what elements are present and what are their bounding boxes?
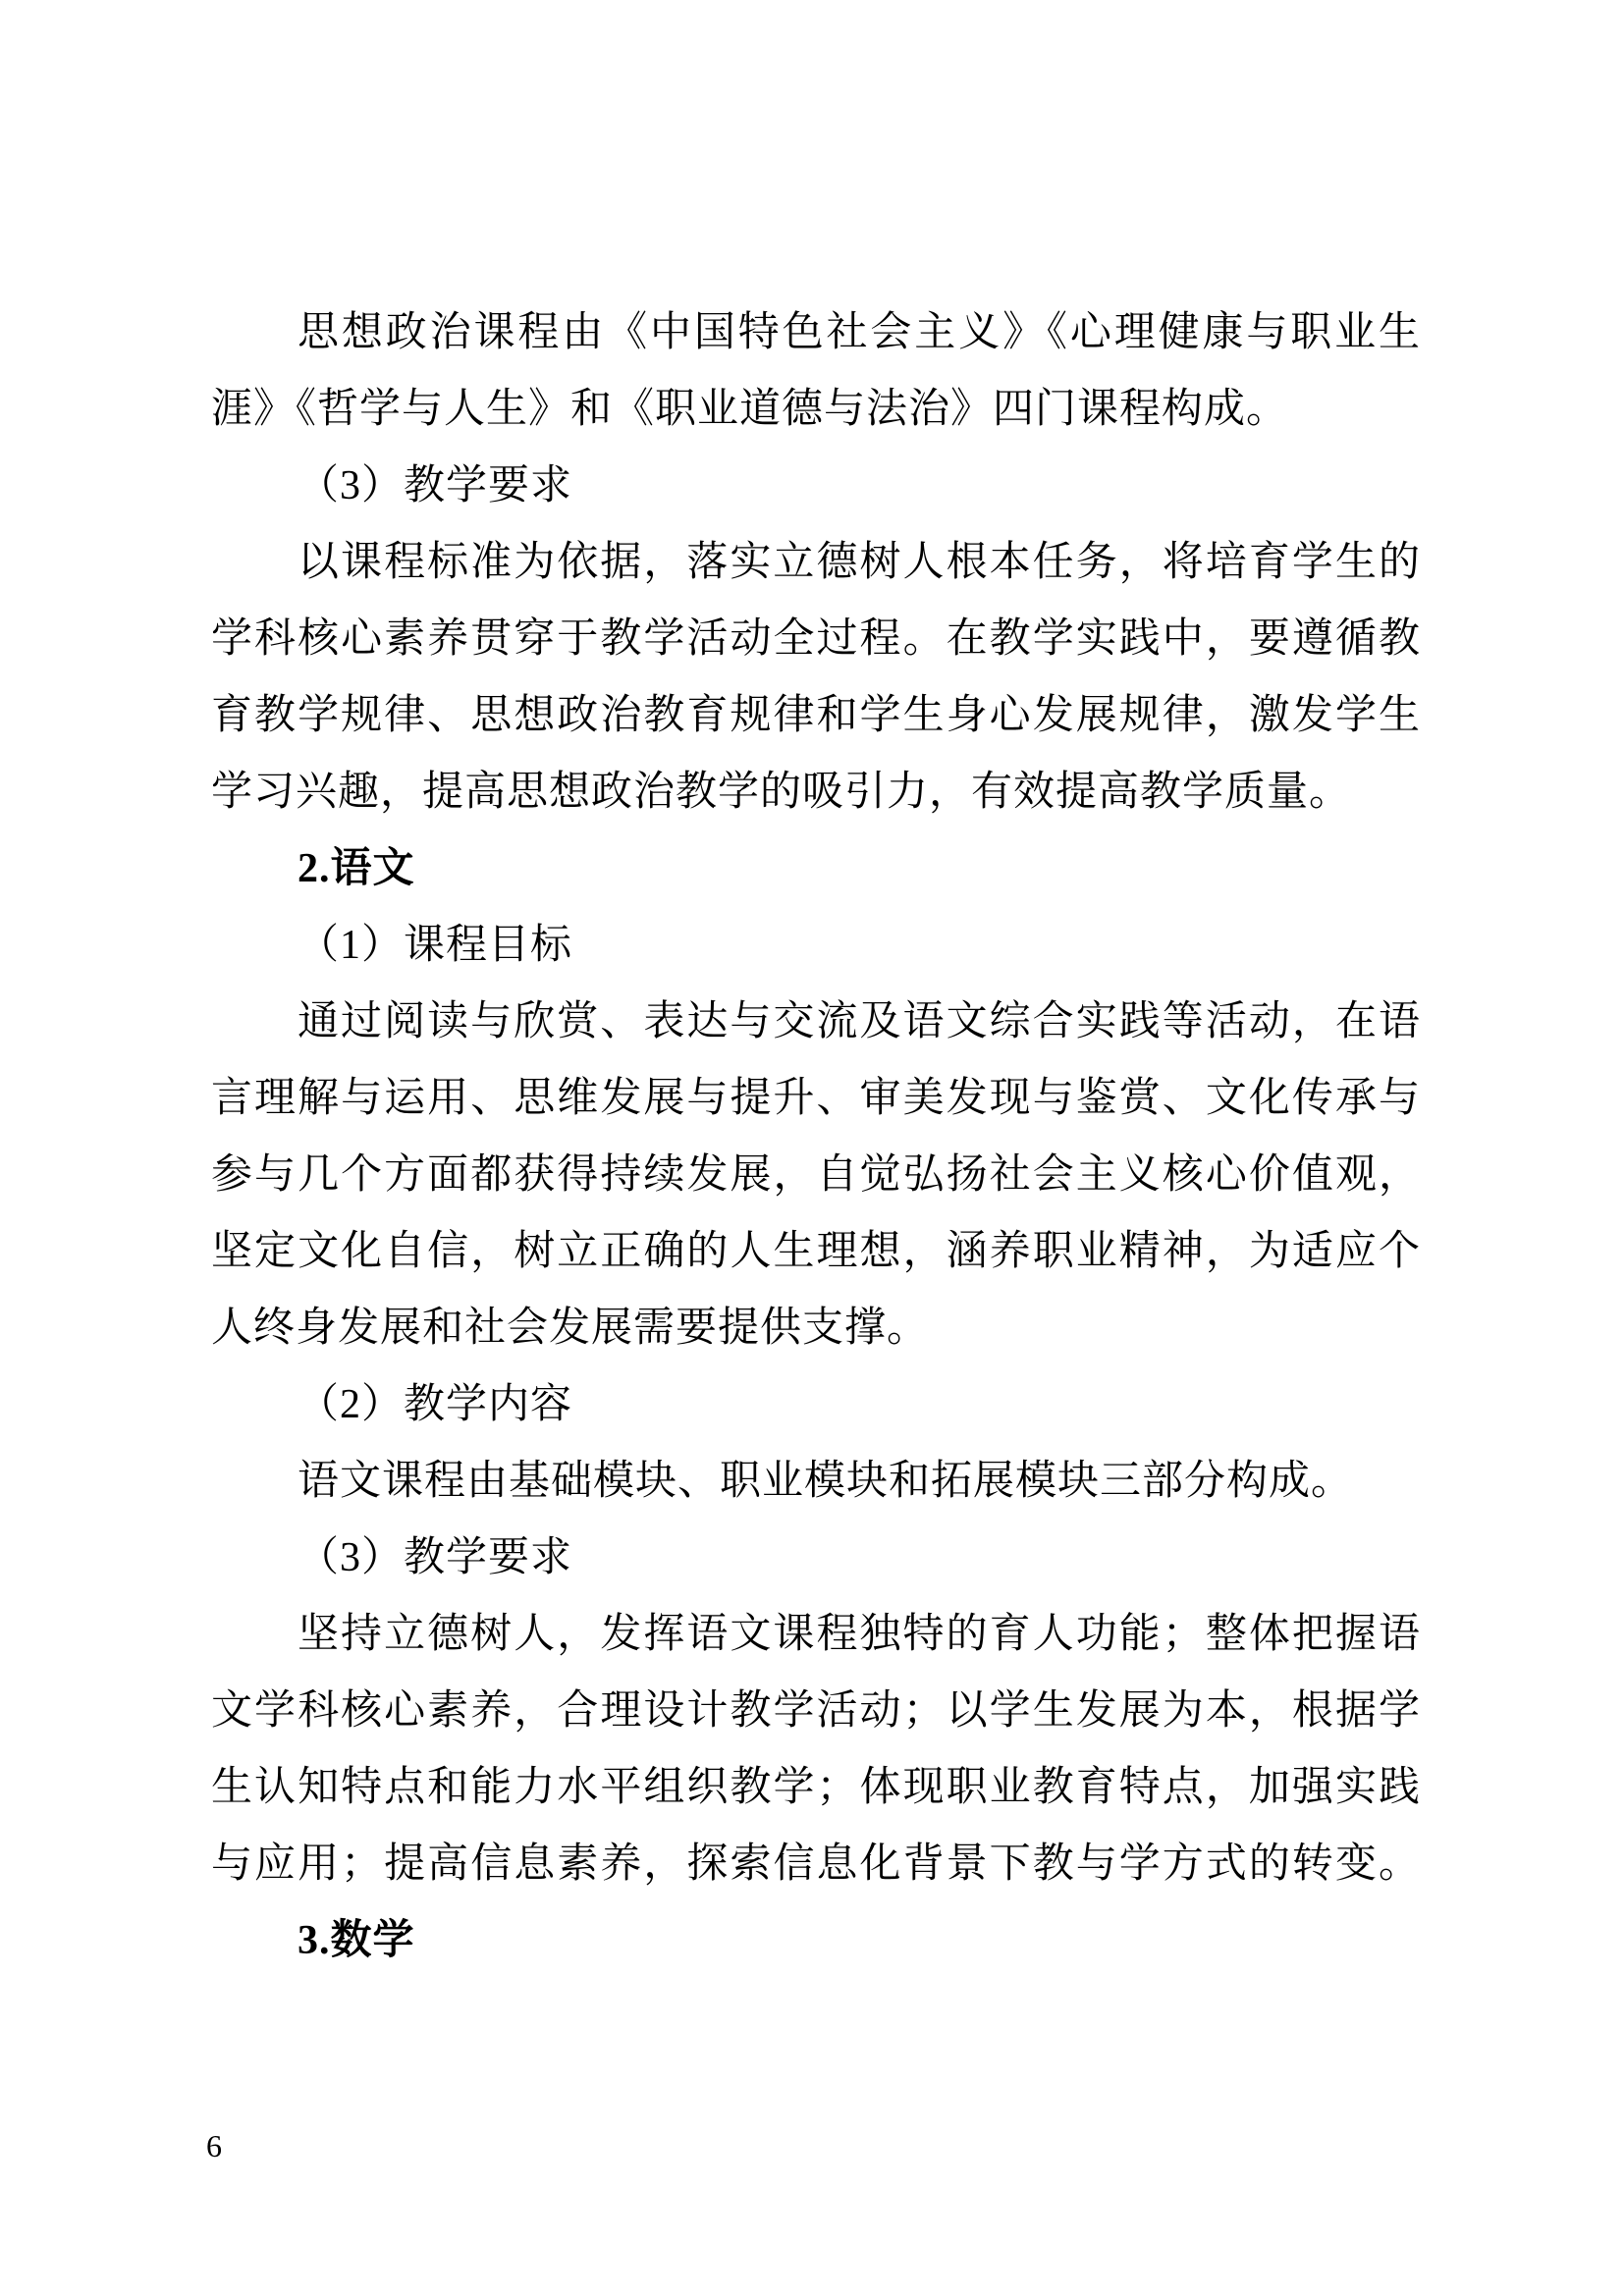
paragraph-line: 生认知特点和能力水平组织教学；体现职业教育特点，加强实践 — [211, 1765, 1421, 1810]
paragraph-line: 育教学规律、思想政治教育规律和学生身心发展规律，激发学生 — [211, 693, 1421, 738]
paragraph-line: 以课程标准为依据，落实立德树人根本任务，将培育学生的 — [298, 540, 1421, 585]
subsection-heading: （1）课程目标 — [298, 923, 573, 968]
section-heading: 3.数学 — [298, 1918, 415, 1963]
paragraph-line: 与应用；提高信息素养，探索信息化背景下教与学方式的转变。 — [211, 1842, 1421, 1887]
paragraph-line: 人终身发展和社会发展需要提供支撑。 — [211, 1306, 930, 1351]
document-body — [211, 294, 1421, 1979]
subsection-heading: （3）教学要求 — [298, 1535, 573, 1580]
section-heading: 2.语文 — [298, 846, 415, 891]
paragraph-line: 思想政治课程由《中国特色社会主义》《心理健康与职业生 — [298, 310, 1421, 355]
paragraph-line: 参与几个方面都获得持续发展，自觉弘扬社会主义核心价值观， — [211, 1152, 1421, 1198]
subsection-heading: （3）教学要求 — [298, 463, 573, 508]
paragraph-line: 坚持立德树人，发挥语文课程独特的育人功能；整体把握语 — [298, 1612, 1421, 1657]
paragraph-line: 语文课程由基础模块、职业模块和拓展模块三部分构成。 — [298, 1459, 1354, 1504]
paragraph-line: 坚定文化自信，树立正确的人生理想，涵养职业精神，为适应个 — [211, 1229, 1421, 1274]
paragraph-line: 学科核心素养贯穿于教学活动全过程。在教学实践中，要遵循教 — [211, 616, 1421, 662]
paragraph-line: 文学科核心素养，合理设计教学活动；以学生发展为本，根据学 — [211, 1688, 1421, 1734]
paragraph-line: 涯》《哲学与人生》和《职业道德与法治》四门课程构成。 — [211, 387, 1289, 432]
paragraph-line: 学习兴趣，提高思想政治教学的吸引力，有效提高教学质量。 — [211, 770, 1352, 815]
paragraph-line: 通过阅读与欣赏、表达与交流及语文综合实践等活动，在语 — [298, 999, 1421, 1044]
paragraph-line: 言理解与运用、思维发展与提升、审美发现与鉴赏、文化传承与 — [211, 1076, 1421, 1121]
subsection-heading: （2）教学内容 — [298, 1382, 573, 1427]
page-number: 6 — [206, 2128, 222, 2163]
